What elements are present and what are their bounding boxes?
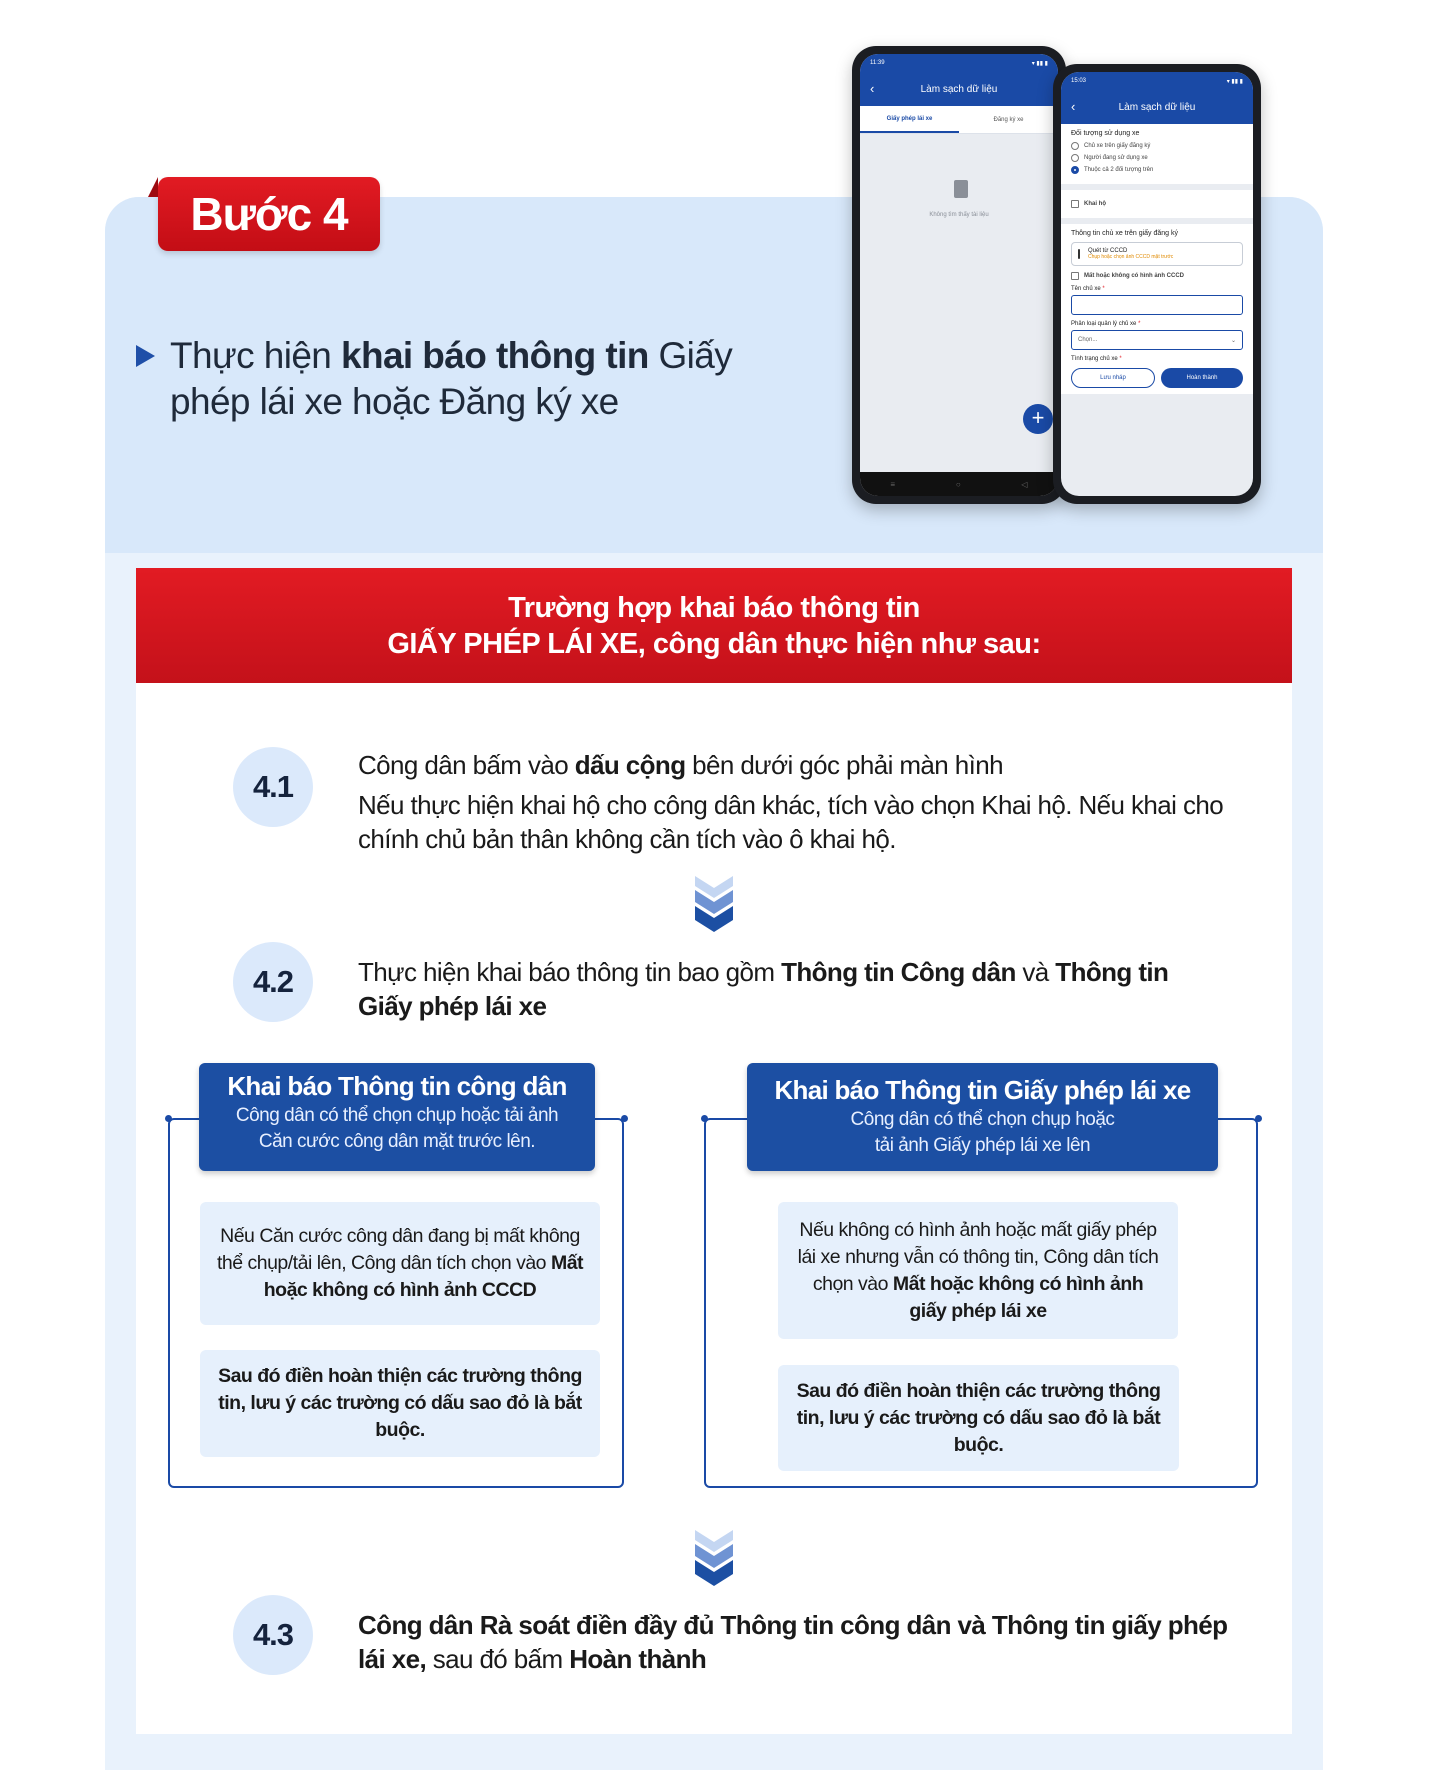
- back-arrow-icon[interactable]: ‹: [870, 81, 875, 96]
- empty-state-text: Không tìm thấy tài liệu: [929, 212, 989, 218]
- checkbox-icon: [1071, 200, 1079, 208]
- citizen-required-note: Sau đó điền hoàn thiện các trường thông tin, lưu ý các trường có dấu sao đỏ là bắt buộc.: [200, 1350, 600, 1457]
- step-number-4-1: 4.1: [233, 747, 313, 827]
- add-button[interactable]: +: [1023, 404, 1053, 434]
- radio-owner[interactable]: Chủ xe trên giấy đăng ký: [1071, 142, 1243, 150]
- owner-name-label: Tên chủ xe *: [1071, 286, 1105, 292]
- app-bar: [860, 72, 1058, 106]
- owner-heading: Thông tin chủ xe trên giấy đăng ký: [1071, 230, 1179, 237]
- step-4-2-text: Thực hiện khai báo thông tin bao gồm Thông tin Công dân và Thông tin Giấy phép lái xe: [358, 957, 1169, 1021]
- system-nav-bar: ≡ ○ ◁: [860, 472, 1058, 496]
- id-card-icon: [1078, 249, 1080, 259]
- step-intro-text: Thực hiện khai báo thông tin Giấy phép lái xe hoặc Đăng ký xe: [170, 335, 733, 422]
- phone-screen: [1061, 72, 1253, 496]
- chevron-down-icon: ⌄: [1230, 337, 1236, 344]
- step-badge: Bước 4: [158, 177, 380, 251]
- subject-section: [1061, 124, 1253, 184]
- citizen-info-header: Khai báo Thông tin công dân Công dân có thể chọn chụp hoặc tải ảnh Căn cước công dân mặt trước lên.: [199, 1063, 595, 1171]
- app-bar-title: Làm sạch dữ liệu: [920, 83, 998, 95]
- step-number-4-2: 4.2: [233, 942, 313, 1022]
- status-bar: 11:39 ▾ ▮▮ ▮: [860, 54, 1058, 72]
- phone-mockup-form: [1053, 64, 1261, 504]
- step-4-1-text: Công dân bấm vào dấu cộng bên dưới góc phải màn hình Nếu thực hiện khai hộ cho công dân khác, tích vào chọn Khai hộ. Nếu khai cho chính chủ bản thân không cần tích vào ô khai hộ.: [358, 750, 1224, 854]
- step-number-4-3: 4.3: [233, 1595, 313, 1675]
- form-actions: [1071, 368, 1243, 388]
- checkbox-lost-cccd[interactable]: Mất hoặc không có hình ảnh CCCD: [1071, 272, 1243, 280]
- tab-vehicle-registration[interactable]: Đăng ký xe: [993, 116, 1024, 123]
- tab-driver-license[interactable]: Giấy phép lái xe: [860, 106, 959, 133]
- radio-icon: [1071, 142, 1079, 150]
- radio-icon: [1071, 154, 1079, 162]
- radio-selected-icon: [1071, 166, 1079, 174]
- proxy-section: [1061, 190, 1253, 218]
- save-draft-button[interactable]: Lưu nháp: [1071, 368, 1155, 388]
- owner-type-label: Phân loại quản lý chủ xe *: [1071, 321, 1141, 327]
- license-lost-note: Nếu không có hình ảnh hoặc mất giấy phép lái xe nhưng vẫn có thông tin, Công dân tích chọn vào Mất hoặc không có hình ảnh giấy phép lái xe: [778, 1202, 1178, 1339]
- license-info-header: Khai báo Thông tin Giấy phép lái xe Công dân có thể chọn chụp hoặc tải ảnh Giấy phép lái xe lên: [747, 1063, 1218, 1171]
- owner-name-input[interactable]: [1071, 295, 1243, 315]
- triangle-arrow-icon: [136, 345, 155, 367]
- checkbox-proxy[interactable]: Khai hộ: [1071, 200, 1243, 208]
- step-intro: [136, 333, 736, 425]
- frame-dot: [165, 1115, 172, 1122]
- citizen-lost-cccd-note: Nếu Căn cước công dân đang bị mất không thể chụp/tải lên, Công dân tích chọn vào Mất hoặc không có hình ảnh CCCD: [200, 1202, 600, 1325]
- owner-type-select[interactable]: Chọn... ⌄: [1071, 330, 1243, 350]
- document-icon: [954, 180, 968, 198]
- frame-dot: [621, 1115, 628, 1122]
- complete-button[interactable]: Hoàn thành: [1161, 368, 1243, 388]
- radio-both[interactable]: Thuộc cả 2 đối tượng trên: [1071, 166, 1243, 174]
- owner-section: [1061, 224, 1253, 394]
- radio-user[interactable]: Người đang sử dụng xe: [1071, 154, 1243, 162]
- chevron-down-icon: [691, 874, 737, 934]
- form: [1061, 124, 1253, 394]
- status-bar: 15:03 ▾ ▮▮ ▮: [1061, 72, 1253, 90]
- tab-bar: [860, 106, 1058, 134]
- back-arrow-icon[interactable]: ‹: [1071, 99, 1076, 114]
- step-4-3-text: Công dân Rà soát điền đầy đủ Thông tin công dân và Thông tin giấy phép lái xe, sau đó bấm Hoàn thành: [358, 1610, 1228, 1674]
- frame-dot: [1255, 1115, 1262, 1122]
- app-bar: [1061, 90, 1253, 124]
- frame-dot: [701, 1115, 708, 1122]
- chevron-down-icon: [691, 1528, 737, 1588]
- scan-cccd-button[interactable]: Quét từ CCCD Chụp hoặc chọn ảnh CCCD mặt trước: [1071, 242, 1243, 266]
- license-required-note: Sau đó điền hoàn thiện các trường thông tin, lưu ý các trường có dấu sao đỏ là bắt buộc.: [778, 1365, 1179, 1471]
- subject-heading: Đối tượng sử dụng xe: [1071, 130, 1140, 137]
- owner-status-label: Tình trạng chủ xe *: [1071, 356, 1122, 362]
- case-header: Trường hợp khai báo thông tin GIẤY PHÉP LÁI XE, công dân thực hiện như sau:: [136, 568, 1292, 683]
- phone-mockup-list: [852, 46, 1066, 504]
- phone-screen: [860, 54, 1058, 496]
- checkbox-icon: [1071, 272, 1079, 280]
- app-bar-title: Làm sạch dữ liệu: [1118, 101, 1196, 113]
